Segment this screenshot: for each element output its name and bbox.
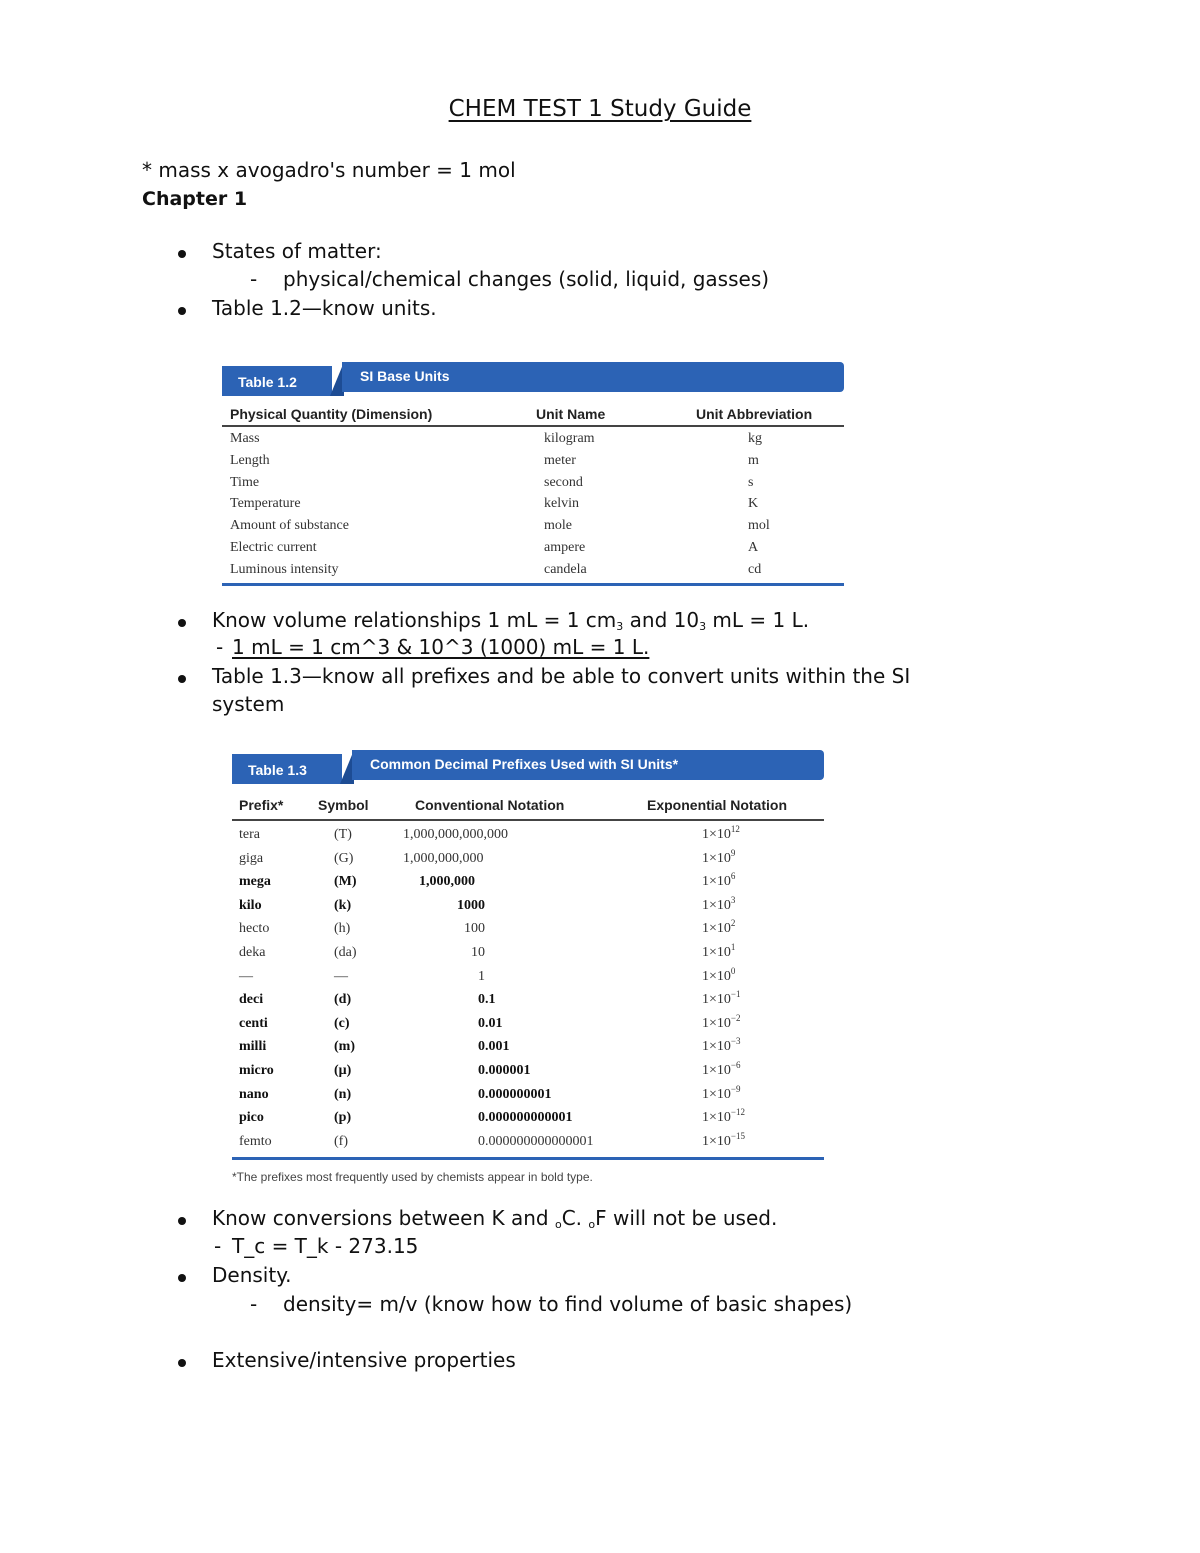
table-cell: deci [239, 992, 264, 1008]
table-cell: nano [239, 1086, 269, 1102]
bullet-table-1-3-cont: system [212, 692, 285, 716]
bullet-extensive-intensive: Extensive/intensive properties [212, 1348, 516, 1372]
table-tab-label: Table 1.3 [232, 754, 342, 784]
table-cell: deka [239, 945, 266, 960]
table-cell: micro [239, 1063, 274, 1078]
bullet-icon [178, 1274, 186, 1282]
bullet-icon [178, 619, 186, 627]
exp-power: −1 [730, 989, 741, 1000]
table-cell: mol [748, 518, 770, 534]
bullet-temperature-conversions: Know conversions between K and $_o$C. $_o$F will not be used. [212, 1206, 778, 1231]
table-cell: mole [544, 518, 572, 534]
exp-power: −6 [730, 1060, 741, 1070]
table-cell: cd [748, 561, 762, 577]
table-cell: 1,000,000 [419, 874, 475, 890]
exp-base: 1×10 [702, 945, 731, 960]
table-cell: (d) [334, 992, 352, 1008]
table-cell: 0.001 [478, 1039, 510, 1055]
density-formula: density= m/v (know how to find volume of basic shapes) [283, 1292, 853, 1316]
exponential-notation [702, 1083, 741, 1103]
exp-base: 1×10 [702, 874, 731, 890]
table-cell: (m) [334, 1039, 355, 1055]
exp-base: 1×10 [702, 1133, 731, 1149]
exponential-notation [702, 894, 736, 914]
exp-base: 1×10 [702, 850, 731, 866]
table-cell: (μ) [334, 1063, 352, 1078]
exp-base: 1×10 [702, 921, 731, 937]
exp-power: −3 [730, 1036, 741, 1047]
exp-base: 1×10 [702, 1086, 731, 1102]
dash-marker: - [250, 1292, 258, 1316]
header-rule [232, 819, 824, 821]
exponential-notation [702, 1036, 741, 1055]
col-header: Unit Name [536, 406, 606, 422]
volume-note: 1 mL = 1 cm^3 & 10^3 (1000) mL = 1 L. [232, 635, 650, 659]
exp-base: 1×10 [702, 968, 731, 984]
table-cell: — [334, 968, 348, 984]
table-cell: (G) [334, 850, 354, 866]
exp-base: 1×10 [702, 992, 731, 1008]
bullet-table-1-2: Table 1.2—know units. [212, 296, 437, 320]
exponential-notation [702, 824, 740, 843]
table-bottom-rule [222, 583, 844, 586]
exp-power: 1 [730, 942, 736, 952]
table-cell: giga [239, 850, 264, 866]
exp-power: 12 [730, 824, 740, 834]
table-cell: A [748, 540, 759, 555]
table-cell: pico [239, 1110, 264, 1126]
exp-power: 6 [730, 871, 736, 882]
table-tab-label: Table 1.2 [222, 366, 332, 396]
table-cell: 0.000000001 [478, 1086, 552, 1102]
exp-base: 1×10 [702, 897, 731, 913]
table-cell: centi [239, 1015, 268, 1031]
exponential-notation [702, 918, 736, 937]
sub-physical-changes: physical/chemical changes (solid, liquid, gasses) [283, 267, 770, 291]
col-header: Unit Abbreviation [696, 406, 813, 422]
table-cell: Length [230, 452, 270, 468]
temp-formula: T_c = T_k - 273.15 [232, 1234, 419, 1258]
table-cell: kelvin [544, 496, 579, 512]
table-cell: (h) [334, 921, 351, 937]
dash-marker: - [250, 267, 258, 291]
table-cell: 1000 [457, 897, 485, 913]
exp-base: 1×10 [702, 1063, 731, 1078]
table-cell: — [239, 968, 253, 984]
bullet-states-of-matter: States of matter: [212, 239, 382, 263]
table-cell: 100 [464, 921, 485, 937]
exp-power: −15 [730, 1130, 745, 1141]
table-banner-title: Common Decimal Prefixes Used with SI Units* [352, 750, 824, 780]
bullet-icon [178, 1359, 186, 1367]
table-cell: femto [239, 1133, 272, 1149]
table-footnote: *The prefixes most frequently used by chemists appear in bold type. [232, 1170, 593, 1184]
dash-marker: - [214, 1234, 222, 1258]
chapter-heading: Chapter 1 [142, 188, 248, 210]
table-decimal-prefixes [232, 750, 824, 1162]
table-cell: meter [544, 452, 576, 468]
exp-base: 1×10 [702, 1110, 731, 1126]
table-cell: Mass [230, 431, 260, 446]
bullet-table-1-3: Table 1.3—know all prefixes and be able to convert units within the SI [212, 664, 911, 688]
table-cell: (n) [334, 1086, 352, 1102]
table-cell: tera [239, 827, 260, 842]
table-cell: (k) [334, 897, 352, 913]
bullet-volume-relationships: Know volume relationships 1 mL = 1 $cm_3$ and $10_3$ mL = 1 L. [212, 608, 810, 633]
exp-power: −2 [730, 1012, 741, 1023]
table-cell: 0.000000000000001 [478, 1133, 594, 1149]
dash-marker: - [216, 635, 224, 659]
exponential-notation [702, 989, 741, 1008]
table-cell: milli [239, 1039, 267, 1055]
table-cell: Temperature [230, 496, 301, 512]
exp-power: 0 [730, 965, 736, 976]
table-cell: (p) [334, 1110, 352, 1126]
exp-power: −9 [730, 1083, 741, 1094]
table-cell: (T) [334, 827, 352, 842]
exponential-notation [702, 942, 736, 961]
page-title: CHEM TEST 1 Study Guide [448, 96, 752, 122]
table-cell: kilo [239, 897, 262, 913]
bullet-icon [178, 250, 186, 258]
table-cell: kg [748, 431, 762, 446]
table-cell: Luminous intensity [230, 561, 339, 577]
table-cell: ampere [544, 540, 586, 555]
col-header: Symbol [318, 797, 369, 813]
table-cell: s [748, 474, 754, 490]
bullet-icon [178, 1217, 186, 1225]
table-cell: m [748, 452, 759, 468]
exp-base: 1×10 [702, 1015, 731, 1031]
exponential-notation [702, 1107, 745, 1126]
table-cell: (M) [334, 874, 357, 890]
exponential-notation [702, 965, 736, 985]
table-cell: (c) [334, 1015, 350, 1031]
table-cell: Time [230, 474, 260, 490]
table-cell: Amount of substance [230, 518, 349, 534]
exp-base: 1×10 [702, 1039, 731, 1055]
exponential-notation [702, 847, 736, 867]
avogadro-formula: * mass x avogadro's number = 1 mol [142, 158, 516, 182]
table-cell: hecto [239, 921, 270, 937]
col-header: Prefix* [239, 797, 284, 813]
bullet-icon [178, 675, 186, 683]
table-cell: (f) [334, 1133, 348, 1149]
table-cell: mega [239, 874, 271, 890]
exponential-notation [702, 1012, 741, 1032]
exp-power: 2 [730, 918, 736, 929]
table-cell: 1,000,000,000,000 [403, 827, 508, 842]
table-si-base-units [222, 362, 844, 588]
table-cell: candela [544, 561, 587, 577]
table-cell: K [748, 496, 759, 512]
table-cell: Electric current [230, 540, 317, 555]
table-bottom-rule [232, 1157, 824, 1160]
exponential-notation [702, 871, 736, 890]
exp-power: 3 [730, 894, 736, 905]
table-cell: 1,000,000,000 [403, 850, 484, 866]
table-cell: 1 [478, 968, 485, 984]
table-banner-title: SI Base Units [342, 362, 844, 392]
col-header: Conventional Notation [415, 797, 565, 813]
bullet-density: Density. [212, 1263, 292, 1287]
exponential-notation [702, 1130, 745, 1150]
table-cell: 10 [471, 945, 485, 960]
exponential-notation [702, 1060, 741, 1079]
table-cell: 0.1 [478, 992, 496, 1008]
table-cell: kilogram [544, 431, 595, 446]
col-header: Physical Quantity (Dimension) [230, 406, 433, 422]
exp-power: −12 [730, 1107, 745, 1118]
table-cell: 0.01 [478, 1015, 503, 1031]
exp-power: 9 [730, 847, 736, 858]
table-cell: 0.000001 [478, 1063, 531, 1078]
exp-base: 1×10 [702, 827, 731, 842]
header-rule [222, 425, 844, 427]
col-header: Exponential Notation [647, 797, 787, 813]
table-cell: (da) [334, 945, 357, 960]
table-cell: second [544, 474, 583, 490]
table-cell: 0.000000000001 [478, 1110, 573, 1126]
bullet-icon [178, 307, 186, 315]
